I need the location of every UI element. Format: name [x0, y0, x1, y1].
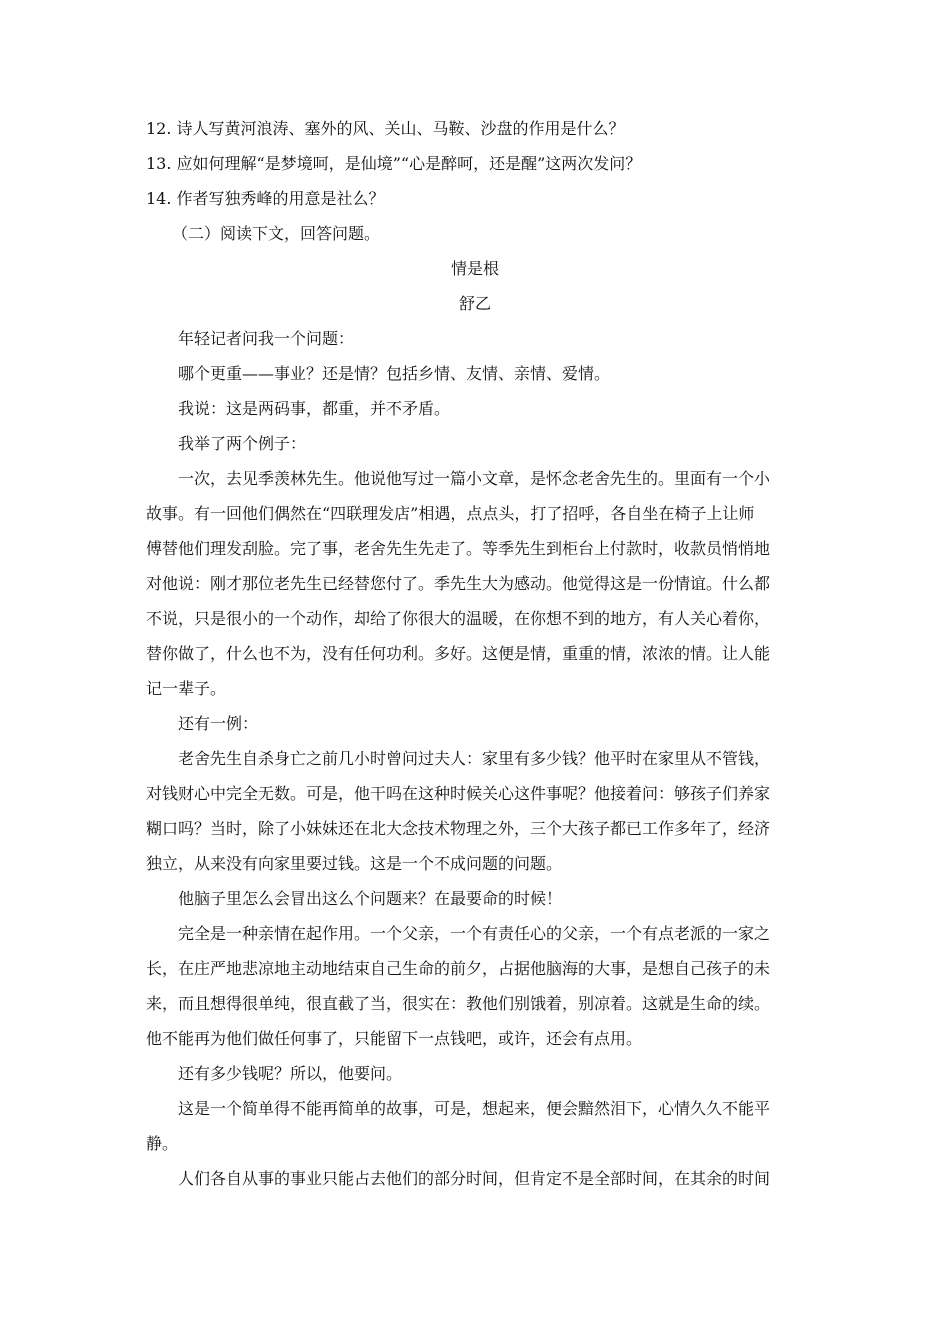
paragraph-line: 完全是一种亲情在起作用。一个父亲，一个有责任心的父亲，一个有点老派的一家之 — [178, 924, 771, 943]
paragraph-line: 替你做了，什么也不为，没有任何功利。多好。这便是情，重重的情，浓浓的情。让人能 — [146, 644, 771, 663]
paragraph-line: 糊口吗？当时，除了小妹妹还在北大念技术物理之外，三个大孩子都已工作多年了，经济 — [146, 819, 771, 838]
paragraph-line: 老舍先生自杀身亡之前几小时曾问过夫人：家里有多少钱？他平时在家里从不管钱， — [178, 749, 771, 768]
paragraph-line: 长，在庄严地悲凉地主动地结束自己生命的前夕，占据他脑海的大事，是想自己孩子的未 — [146, 959, 771, 978]
paragraph-line: 傅替他们理发刮脸。完了事，老舍先生先走了。等季先生到柜台上付款时，收款员悄悄地 — [146, 539, 771, 558]
paragraph-line: 还有多少钱呢？所以，他要问。 — [178, 1064, 403, 1083]
article-title: 情是根 — [450, 259, 499, 278]
paragraph-line: 独立，从来没有向家里要过钱。这是一个不成问题的问题。 — [146, 854, 563, 873]
paragraph-line: 他脑子里怎么会冒出这么个问题来？在最要命的时候！ — [178, 889, 563, 908]
paragraph-line: 我说：这是两码事，都重，并不矛盾。 — [178, 399, 451, 418]
question-13: 13. 应如何理解“是梦境呵，是仙境”“心是醉呵，还是醒”这两次发问？ — [146, 154, 642, 173]
paragraph-line: 故事。有一回他们偶然在“四联理发店”相遇，点点头，打了招呼，各自坐在椅子上让师 — [146, 504, 755, 523]
paragraph-line: 还有一例： — [178, 714, 259, 733]
article-author: 舒乙 — [458, 294, 491, 313]
question-12: 12. 诗人写黄河浪涛、塞外的风、关山、马鞍、沙盘的作用是什么？ — [146, 119, 625, 138]
paragraph-line: 对他说：刚才那位老先生已经替您付了。季先生大为感动。他觉得这是一份情谊。什么都 — [146, 574, 771, 593]
paragraph-line: 静。 — [146, 1134, 179, 1153]
paragraph-line: 年轻记者问我一个问题： — [178, 329, 355, 348]
question-14: 14. 作者写独秀峰的用意是社么？ — [146, 189, 385, 208]
paragraph-line: 哪个更重——事业？还是情？包括乡情、友情、亲情、爱情。 — [178, 364, 611, 383]
paragraph-line: 他不能再为他们做任何事了，只能留下一点钱吧，或许，还会有点用。 — [146, 1029, 643, 1048]
section-heading: （二）阅读下文，回答问题。 — [172, 224, 381, 243]
paragraph-line: 不说，只是很小的一个动作，却给了你很大的温暖，在你想不到的地方，有人关心着你， — [146, 609, 771, 628]
paragraph-line: 我举了两个例子： — [178, 434, 307, 453]
paragraph-line: 人们各自从事的事业只能占去他们的部分时间，但肯定不是全部时间，在其余的时间 — [178, 1169, 771, 1188]
paragraph-line: 一次，去见季羡林先生。他说他写过一篇小文章，是怀念老舍先生的。里面有一个小 — [178, 469, 771, 488]
paragraph-line: 对钱财心中完全无数。可是，他干吗在这种时候关心这件事呢？他接着问：够孩子们养家 — [146, 784, 771, 803]
paragraph-line: 记一辈子。 — [146, 679, 227, 698]
paragraph-line: 来，而且想得很单纯，很直截了当，很实在：教他们别饿着，别凉着。这就是生命的续。 — [146, 994, 771, 1013]
paragraph-line: 这是一个简单得不能再简单的故事，可是，想起来，便会黯然泪下，心情久久不能平 — [178, 1099, 771, 1118]
